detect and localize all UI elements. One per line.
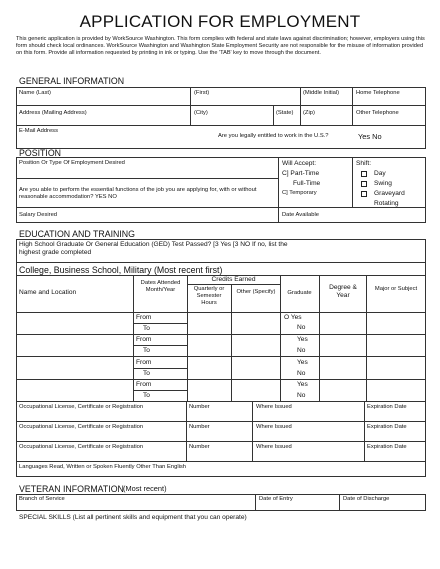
work-authorization-yes-no[interactable]: Yes No xyxy=(358,132,382,141)
temporary-option[interactable]: C] Temporary xyxy=(282,190,317,196)
row3-from[interactable]: From xyxy=(136,359,152,366)
email-field[interactable]: E-Mail Address xyxy=(19,128,58,134)
col-credits-earned: Credits Earned xyxy=(211,276,256,283)
col-quarterly-hours: Quarterly or Semester Hours xyxy=(193,286,225,306)
intro-text: This generic application is provided by WorkSource Washington. This form complies with federal and state laws against discrimination; however, employers using this form should check local ordinances. WorkSource Washington and Washington State Employment Security are not responsible for the misuse of information provided on this form. Provide all information requested by printing in ink or typing. Use the 'TAB' key to move through the document. xyxy=(16,36,425,57)
row2-graduate-yes[interactable]: Yes xyxy=(297,336,308,343)
col-graduate: Graduate xyxy=(287,290,312,296)
college-heading: College, Business School, Military (Most recent first) xyxy=(19,265,223,275)
row1-graduate-no[interactable]: No xyxy=(297,324,306,331)
position-desired-field[interactable]: Position Or Type Of Employment Desired xyxy=(19,160,125,166)
col-major-subject: Major or Subject xyxy=(374,286,418,292)
license2-label[interactable]: Occupational License, Certificate or Registration xyxy=(19,424,144,430)
license1-number[interactable]: Number xyxy=(189,404,210,410)
license1-label[interactable]: Occupational License, Certificate or Registration xyxy=(19,404,144,410)
license3-number[interactable]: Number xyxy=(189,444,210,450)
salary-desired-field[interactable]: Salary Desired xyxy=(19,212,58,218)
veteran-heading: VETERAN INFORMATION xyxy=(19,484,124,494)
date-of-discharge-field[interactable]: Date of Discharge xyxy=(343,496,390,502)
license3-expiration[interactable]: Expiration Date xyxy=(367,444,407,450)
education-heading: EDUCATION AND TRAINING xyxy=(19,229,135,239)
col-dates-attended: Dates Attended Month/Year xyxy=(140,280,181,293)
ged-question[interactable]: High School Graduate Or General Education (GED) Test Passed? [3 Yes [3 NO If no, list the highest grade completed xyxy=(19,241,288,256)
row4-from[interactable]: From xyxy=(136,381,152,388)
first-name-field[interactable]: (First) xyxy=(194,90,210,96)
row2-from[interactable]: From xyxy=(136,336,152,343)
license3-label[interactable]: Occupational License, Certificate or Registration xyxy=(19,444,144,450)
essential-functions-question[interactable]: Are you able to perform the essential functions of the job you are applying for, with or without reasonable accommodation? YES NO xyxy=(19,187,257,200)
row3-graduate-yes[interactable]: Yes xyxy=(297,359,308,366)
zip-field[interactable]: (Zip) xyxy=(303,110,315,116)
row1-to[interactable]: To xyxy=(143,325,150,332)
shift-swing-checkbox[interactable] xyxy=(361,181,367,187)
row3-to[interactable]: To xyxy=(143,370,150,377)
full-time-option[interactable]: Full-Time xyxy=(293,180,321,187)
will-accept-label: Will Accept: xyxy=(282,160,317,167)
shift-swing-label: Swing xyxy=(374,180,392,187)
branch-of-service-field[interactable]: Branch of Service xyxy=(19,496,65,502)
special-skills-label[interactable]: SPECIAL SKILLS (List all pertinent skills and equipment that you can operate) xyxy=(19,514,247,521)
shift-graveyard-label: Graveyard xyxy=(374,190,405,197)
col-other-specify: Other (Specify) xyxy=(236,289,276,295)
col-degree-year: Degree & Year xyxy=(329,284,357,299)
city-field[interactable]: (City) xyxy=(194,110,208,116)
row4-to[interactable]: To xyxy=(143,392,150,399)
row4-graduate-no[interactable]: No xyxy=(297,392,306,399)
shift-graveyard-checkbox[interactable] xyxy=(361,191,367,197)
license3-where-issued[interactable]: Where Issued xyxy=(256,444,292,450)
row2-to[interactable]: To xyxy=(143,347,150,354)
part-time-option[interactable]: C] Part-Time xyxy=(282,170,320,177)
position-heading: POSITION xyxy=(19,148,62,158)
date-of-entry-field[interactable]: Date of Entry xyxy=(259,496,293,502)
languages-field[interactable]: Languages Read, Written or Spoken Fluently Other Than English xyxy=(19,464,187,470)
license2-where-issued[interactable]: Where Issued xyxy=(256,424,292,430)
row3-graduate-no[interactable]: No xyxy=(297,370,306,377)
row2-graduate-no[interactable]: No xyxy=(297,347,306,354)
middle-initial-field[interactable]: (Middle Initial) xyxy=(303,90,340,96)
general-heading: GENERAL INFORMATION xyxy=(19,76,125,86)
shift-day-checkbox[interactable] xyxy=(361,171,367,177)
col-name-location: Name and Location xyxy=(19,289,77,296)
state-field[interactable]: (State) xyxy=(276,110,294,116)
row1-graduate-yes[interactable]: O Yes xyxy=(284,314,302,321)
form-title: APPLICATION FOR EMPLOYMENT xyxy=(79,12,361,31)
license2-number[interactable]: Number xyxy=(189,424,210,430)
shift-rotating-label: Rotating xyxy=(374,200,399,207)
work-authorization-question: Are you legally entitled to work in the U.S.? xyxy=(218,133,329,139)
row1-from[interactable]: From xyxy=(136,314,152,321)
row4-graduate-yes[interactable]: Yes xyxy=(297,381,308,388)
address-field[interactable]: Address (Mailing Address) xyxy=(19,110,87,116)
date-available-field[interactable]: Date Available xyxy=(282,212,319,218)
license2-expiration[interactable]: Expiration Date xyxy=(367,424,407,430)
shift-day-label: Day xyxy=(374,170,386,177)
other-telephone-field[interactable]: Other Telephone xyxy=(356,110,399,116)
veteran-most-recent: (Most recent) xyxy=(123,484,167,493)
home-telephone-field[interactable]: Home Telephone xyxy=(356,90,400,96)
license1-expiration[interactable]: Expiration Date xyxy=(367,404,407,410)
name-last-field[interactable]: Name (Last) xyxy=(19,90,51,96)
license1-where-issued[interactable]: Where Issued xyxy=(256,404,292,410)
shift-label: Shift: xyxy=(356,160,372,167)
